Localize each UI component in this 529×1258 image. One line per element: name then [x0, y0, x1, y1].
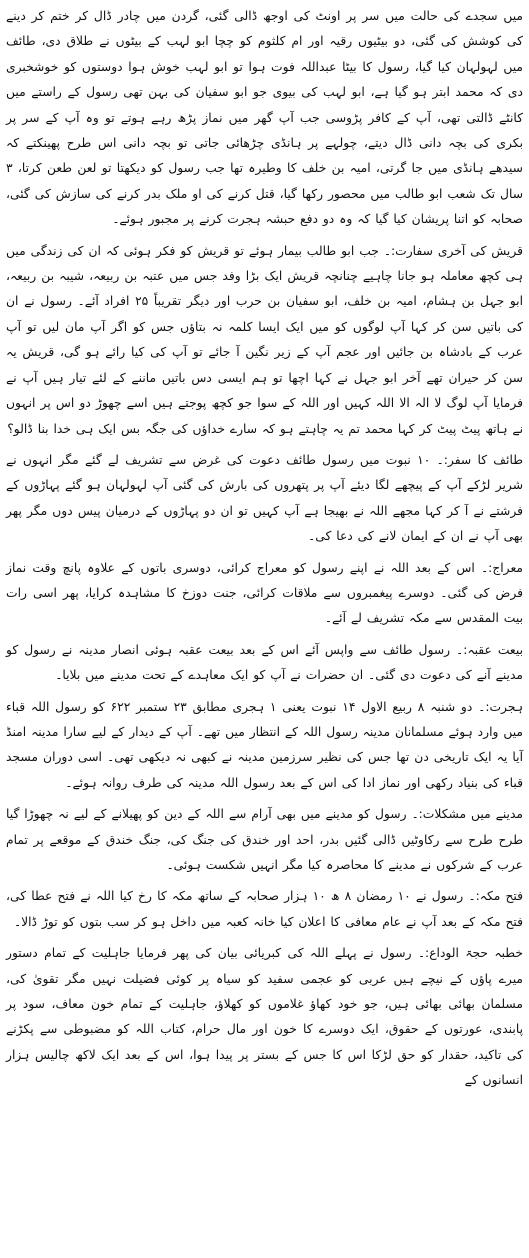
paragraph-miraj: معراج:۔ اس کے بعد اللہ نے اپنے رسول کو معراج کرائی، دوسری باتوں کے علاوہ پانچ وقت نماز فرض کی گئی۔ دوسرے پیغمبروں سے ملاقات کرائی، جنت دوزخ کا مشاہدہ کرایا، پھر اسی رات بیت المقدس سے مکہ تشریف لے آئے۔ [6, 560, 523, 626]
paragraph-journey-to-taif: طائف کا سفر:۔ ۱۰ نبوت میں رسول طائف دعوت کی غرض سے تشریف لے گئے مگر انہوں نے شریر لڑکے آپ کے پیچھے لگا دیئے آپ پر پتھروں کی بارش کی گئی آپ لہولہان ہو گئے پہاڑوں کے فرشتے نے آ کر کہا مجھے اللہ نے بھیجا ہے آپ کہیں تو ان دو پہاڑوں کے درمیان پیس دوں مگر پھر بھی آپ نے ان کے ایمان لانے کی دعا کی۔ [6, 452, 523, 544]
paragraph-bayat-aqaba: بیعت عقبہ:۔ رسول طائف سے واپس آئے اس کے بعد بیعت عقبہ ہوئی انصار مدینہ نے رسول کو مدینے آنے کی دعوت دی گئی۔ ان حضرات نے آپ کو ایک معاہدے کے تحت مدینے میں بلایا۔ [6, 642, 523, 683]
paragraph-difficulties-in-madina: مدینے میں مشکلات:۔ رسول کو مدینے میں بھی آرام سے اللہ کے دین کو پھیلانے کے لیے نہ چھوڑا گیا طرح طرح سے رکاوٹیں ڈالی گئیں بدر، احد اور خندق کی جنگ کی، جنگ خندق کے موقعے پر تمام عرب کے شرکوں نے مدینے کا محاصرہ کیا مگر انہیں شکست ہوئی۔ [6, 807, 523, 872]
paragraph-conquest-of-makkah: فتح مکہ:۔ رسول نے ۱۰ رمضان ۸ ھ ۱۰ ہزار صحابہ کے ساتھ مکہ کا رخ کیا اللہ نے فتح عطا کی، فتح مکہ کے بعد آپ نے عام معافی کا اعلان کیا خانہ کعبہ میں داخل ہو کر سب بتوں کو توڑ ڈالا۔ [6, 889, 523, 929]
paragraph-quraysh-last-embassy: قریش کی آخری سفارت:۔ جب ابو طالب بیمار ہوئے تو قریش کو فکر ہوئی کہ ان کی زندگی میں ہی کچھ معاملہ ہو جانا چاہیے چنانچہ قریش ایک بڑا وفد جس میں عتبہ بن ربیعہ، شیبہ بن ربیعہ، ابو جہل بن ہشام، امیہ بن خلف، ابو سفیان بن حرب اور دیگر تقریباً ۲۵ افراد آئے۔ رسول نے ان کی باتیں سن کر کہا آپ لوگوں کو میں ایک ایسا کلمہ نہ بتاؤں جس کو اگر آپ مان لیں تو آپ عرب کے بادشاہ بن جائیں اور عجم آپ کے زیر نگین آ جائے تو آپ کی کیا رائے ہو گی، قریش یہ سن کر حیران تھے آخر ابو جہل نے کہا اچھا تو ہم ایسی دس باتیں ماننے کے لئے تیار ہیں آپ نے فرمایا آپ لوگ لا الہ الا اللہ کہیں اور اللہ کے سوا جو کچھ پوجتے ہیں اسے چھوڑ دو اس پر انہوں نے ہاتھ پیٹ پیٹ کر کہا محمد تم یہ چاہتے ہو کہ سارے خداؤں کی جگہ بس ایک ہی خدا بنا ڈالو؟ [6, 243, 524, 436]
paragraph-farewell-sermon: خطبہ حجۃ الوداع:۔ رسول نے پہلے اللہ کی کبریائی بیان کی پھر فرمایا جاہلیت کے تمام دستور میرے پاؤں کے نیچے ہیں عربی کو عجمی سفید کو سیاہ پر کوئی فضیلت نہیں مگر تقویٰ کی، مسلمان بھائی بھائی ہیں، جو خود کھاؤ غلاموں کو کھلاؤ، جاہلیت کے تمام خون معاف، سود پر پابندی، عورتوں کے حقوق، ایک دوسرے کا خون اور مال حرام، کتاب اللہ کو مضبوطی سے پکڑنے کی تاکید، حقدار کو حق لڑکا اس کا جس کے بستر پر پیدا ہوا، اس کے بعد ایک لاکھ چالیس ہزار انسانوں کے [6, 946, 523, 1088]
paragraph-persecution: میں سجدے کی حالت میں سر پر اونٹ کی اوجھ ڈالی گئی، گردن میں چادر ڈال کر ختم کر دینے کی کوشش کی گئی، دو بیٹیوں رقیہ اور ام کلثوم کو چچا ابو لہب کے بیٹوں نے طلاق دی، طائف میں لہولہان کیا گیا، رسول کا بیٹا عبداللہ فوت ہوا تو ابو لہب خوش ہوا دوستوں کو خوشخبری دی کہ محمد ابتر ہو گیا ہے، ابو لہب کی بیوی جو ابو سفیان کی بہن تھی رسول کے راستے میں کانٹے ڈالتی تھی، آپ کے کافر پڑوسی جب آپ گھر میں نماز پڑھ رہے ہوتے تو وہ آپ کے سر پر بکری کی بچہ دانی ڈال دیتے، چولہے پر ہانڈی چڑھائی جاتی تو بچہ دانی اس طرح پھینکتے کہ سیدھے ہانڈی میں جا گرتی، امیہ بن خلف کا وطیرہ تھا جب رسول کو دیکھتا تو لعن طعن کرتا، ۳ سال تک شعب ابو طالب میں محصور رکھا گیا، قتل کرنے کی او ملک بدر کرنے کی سازش کی گئی، صحابہ کو اتنا پریشان کیا گیا کہ وہ دو دفع حبشہ ہجرت کرنے پر مجبور ہوئے۔ [6, 9, 523, 227]
paragraph-hijrat: ہجرت:۔ دو شنبہ ۸ ربیع الاول ۱۴ نبوت یعنی ۱ ہجری مطابق ۲۳ ستمبر ۶۲۲ کو رسول اللہ قباء میں وارد ہوئے مسلمانان مدینہ رسول اللہ کے انتظار میں تھے۔ آپ کے دیدار کے لیے سارا مدینہ امنڈ آیا یہ ایک تاریخی دن تھا جس کی نظیر سرزمین مدینہ نے کبھی نہ دیکھی تھی۔ اسی دوران مسجد قباء کی بنیاد رکھی اور نماز ادا کی اس کے بعد رسول اللہ مدینہ کی طرف روانہ ہوئے۔ [6, 699, 523, 790]
